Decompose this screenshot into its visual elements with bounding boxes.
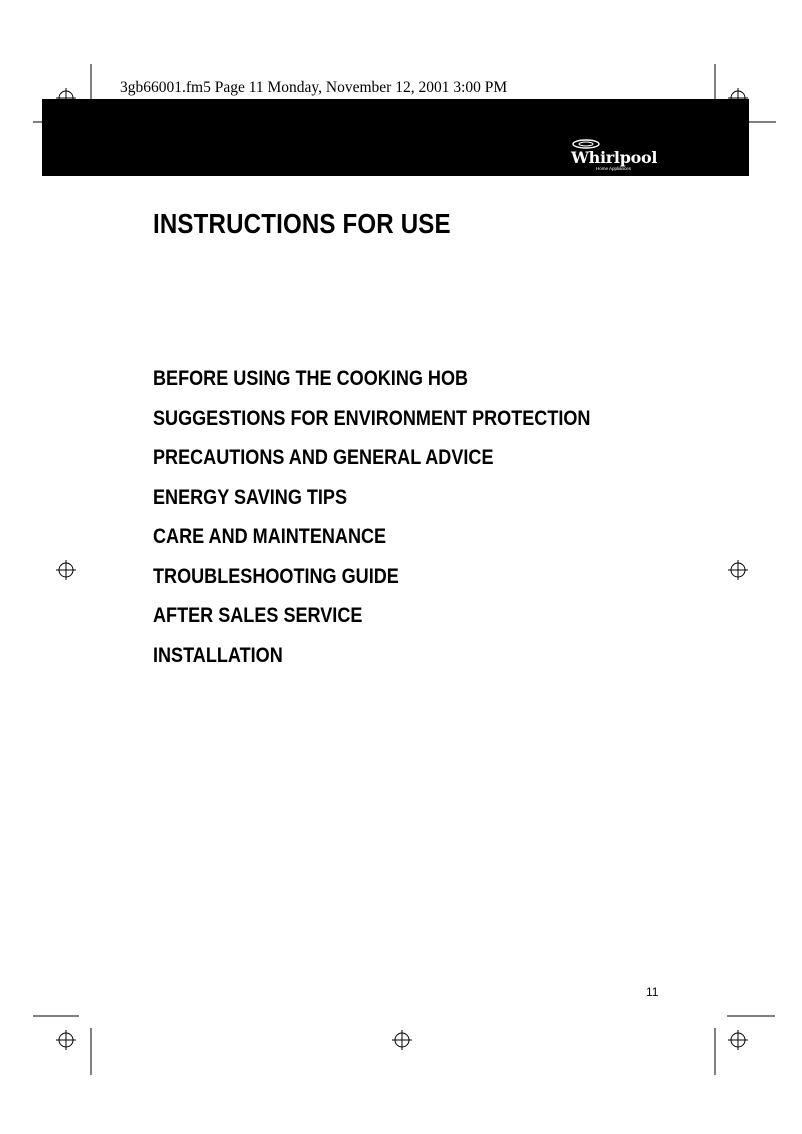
- brand-name: Whirlpool: [571, 148, 658, 167]
- brand-logo: [566, 137, 666, 173]
- registration-mark-middle-left: [56, 560, 76, 580]
- registration-mark-bottom-left: [33, 1016, 91, 1075]
- contents-item: BEFORE USING THE COOKING HOB: [153, 367, 469, 390]
- page-number: 11: [646, 985, 659, 999]
- contents-item: PRECAUTIONS AND GENERAL ADVICE: [153, 446, 494, 469]
- brand-tagline: Home Appliances: [596, 166, 632, 171]
- contents-item: CARE AND MAINTENANCE: [153, 525, 387, 548]
- print-header-line: 3gb66001.fm5 Page 11 Monday, November 12, 2001 3:00 PM: [120, 79, 508, 96]
- contents-item: TROUBLESHOOTING GUIDE: [153, 564, 399, 588]
- contents-item: INSTALLATION: [153, 643, 283, 667]
- contents-item: AFTER SALES SERVICE: [153, 604, 363, 627]
- contents-item: ENERGY SAVING TIPS: [153, 485, 348, 509]
- page-title: INSTRUCTIONS FOR USE: [153, 208, 451, 239]
- contents-item: SUGGESTIONS FOR ENVIRONMENT PROTECTION: [153, 406, 591, 430]
- registration-mark-middle-right: [728, 560, 748, 580]
- registration-mark-bottom-center: [392, 1030, 412, 1050]
- contents-list: [153, 364, 662, 680]
- registration-mark-bottom-right: [715, 1016, 775, 1075]
